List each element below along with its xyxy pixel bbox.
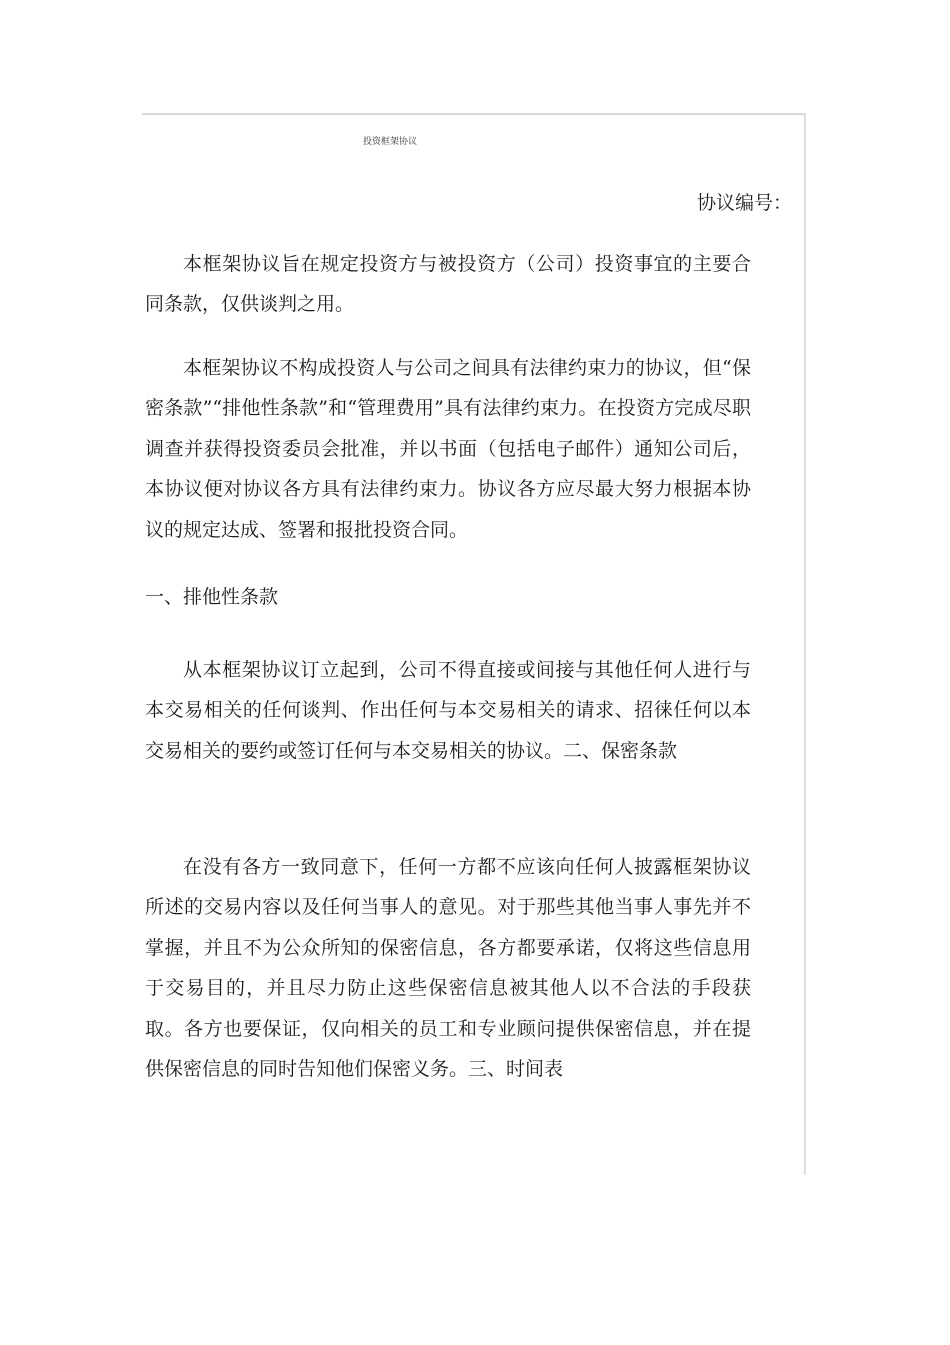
page-frame-right-border (804, 113, 806, 1175)
paragraph-confidentiality: 在没有各方一致同意下，任何一方都不应该向任何人披露框架协议所述的交易内容以及任何当事人的意见。对于那些其他当事人事先并不掌握，并且不为公众所知的保密信息，各方都要承诺，仅将这些信息用于交易目的，并且尽力防止这些保密信息被其他人以不合法的手段获取。各方也要保证，仅向相关的员工和专业顾问提供保密信息，并在提供保密信息的同时告知他们保密义务。三、时间表 (145, 856, 751, 1081)
agreement-number-label: 协议编号： (696, 192, 792, 214)
document-header-title: 投资框架协议 (362, 137, 417, 147)
paragraph-purpose: 本框架协议旨在规定投资方与被投资方（公司）投资事宜的主要合同条款，仅供谈判之用。 (145, 253, 751, 316)
page-frame-top-border (142, 113, 806, 115)
paragraph-binding-effect: 本框架协议不构成投资人与公司之间具有法律约束力的协议，但“保密条款”“排他性条款”和“管理费用”具有法律约束力。在投资方完成尽职调查并获得投资委员会批准，并以书面（包括电子邮件）通知公司后，本协议便对协议各方具有法律约束力。协议各方应尽最大努力根据本协议的规定达成、签署和报批投资合同。 (145, 357, 751, 541)
section-heading-exclusivity: 一、排他性条款 (145, 586, 279, 608)
paragraph-exclusivity: 从本框架协议订立起到，公司不得直接或间接与其他任何人进行与本交易相关的任何谈判、作出任何与本交易相关的请求、招徕任何以本交易相关的要约或签订任何与本交易相关的协议。二、保密条款 (145, 659, 751, 762)
